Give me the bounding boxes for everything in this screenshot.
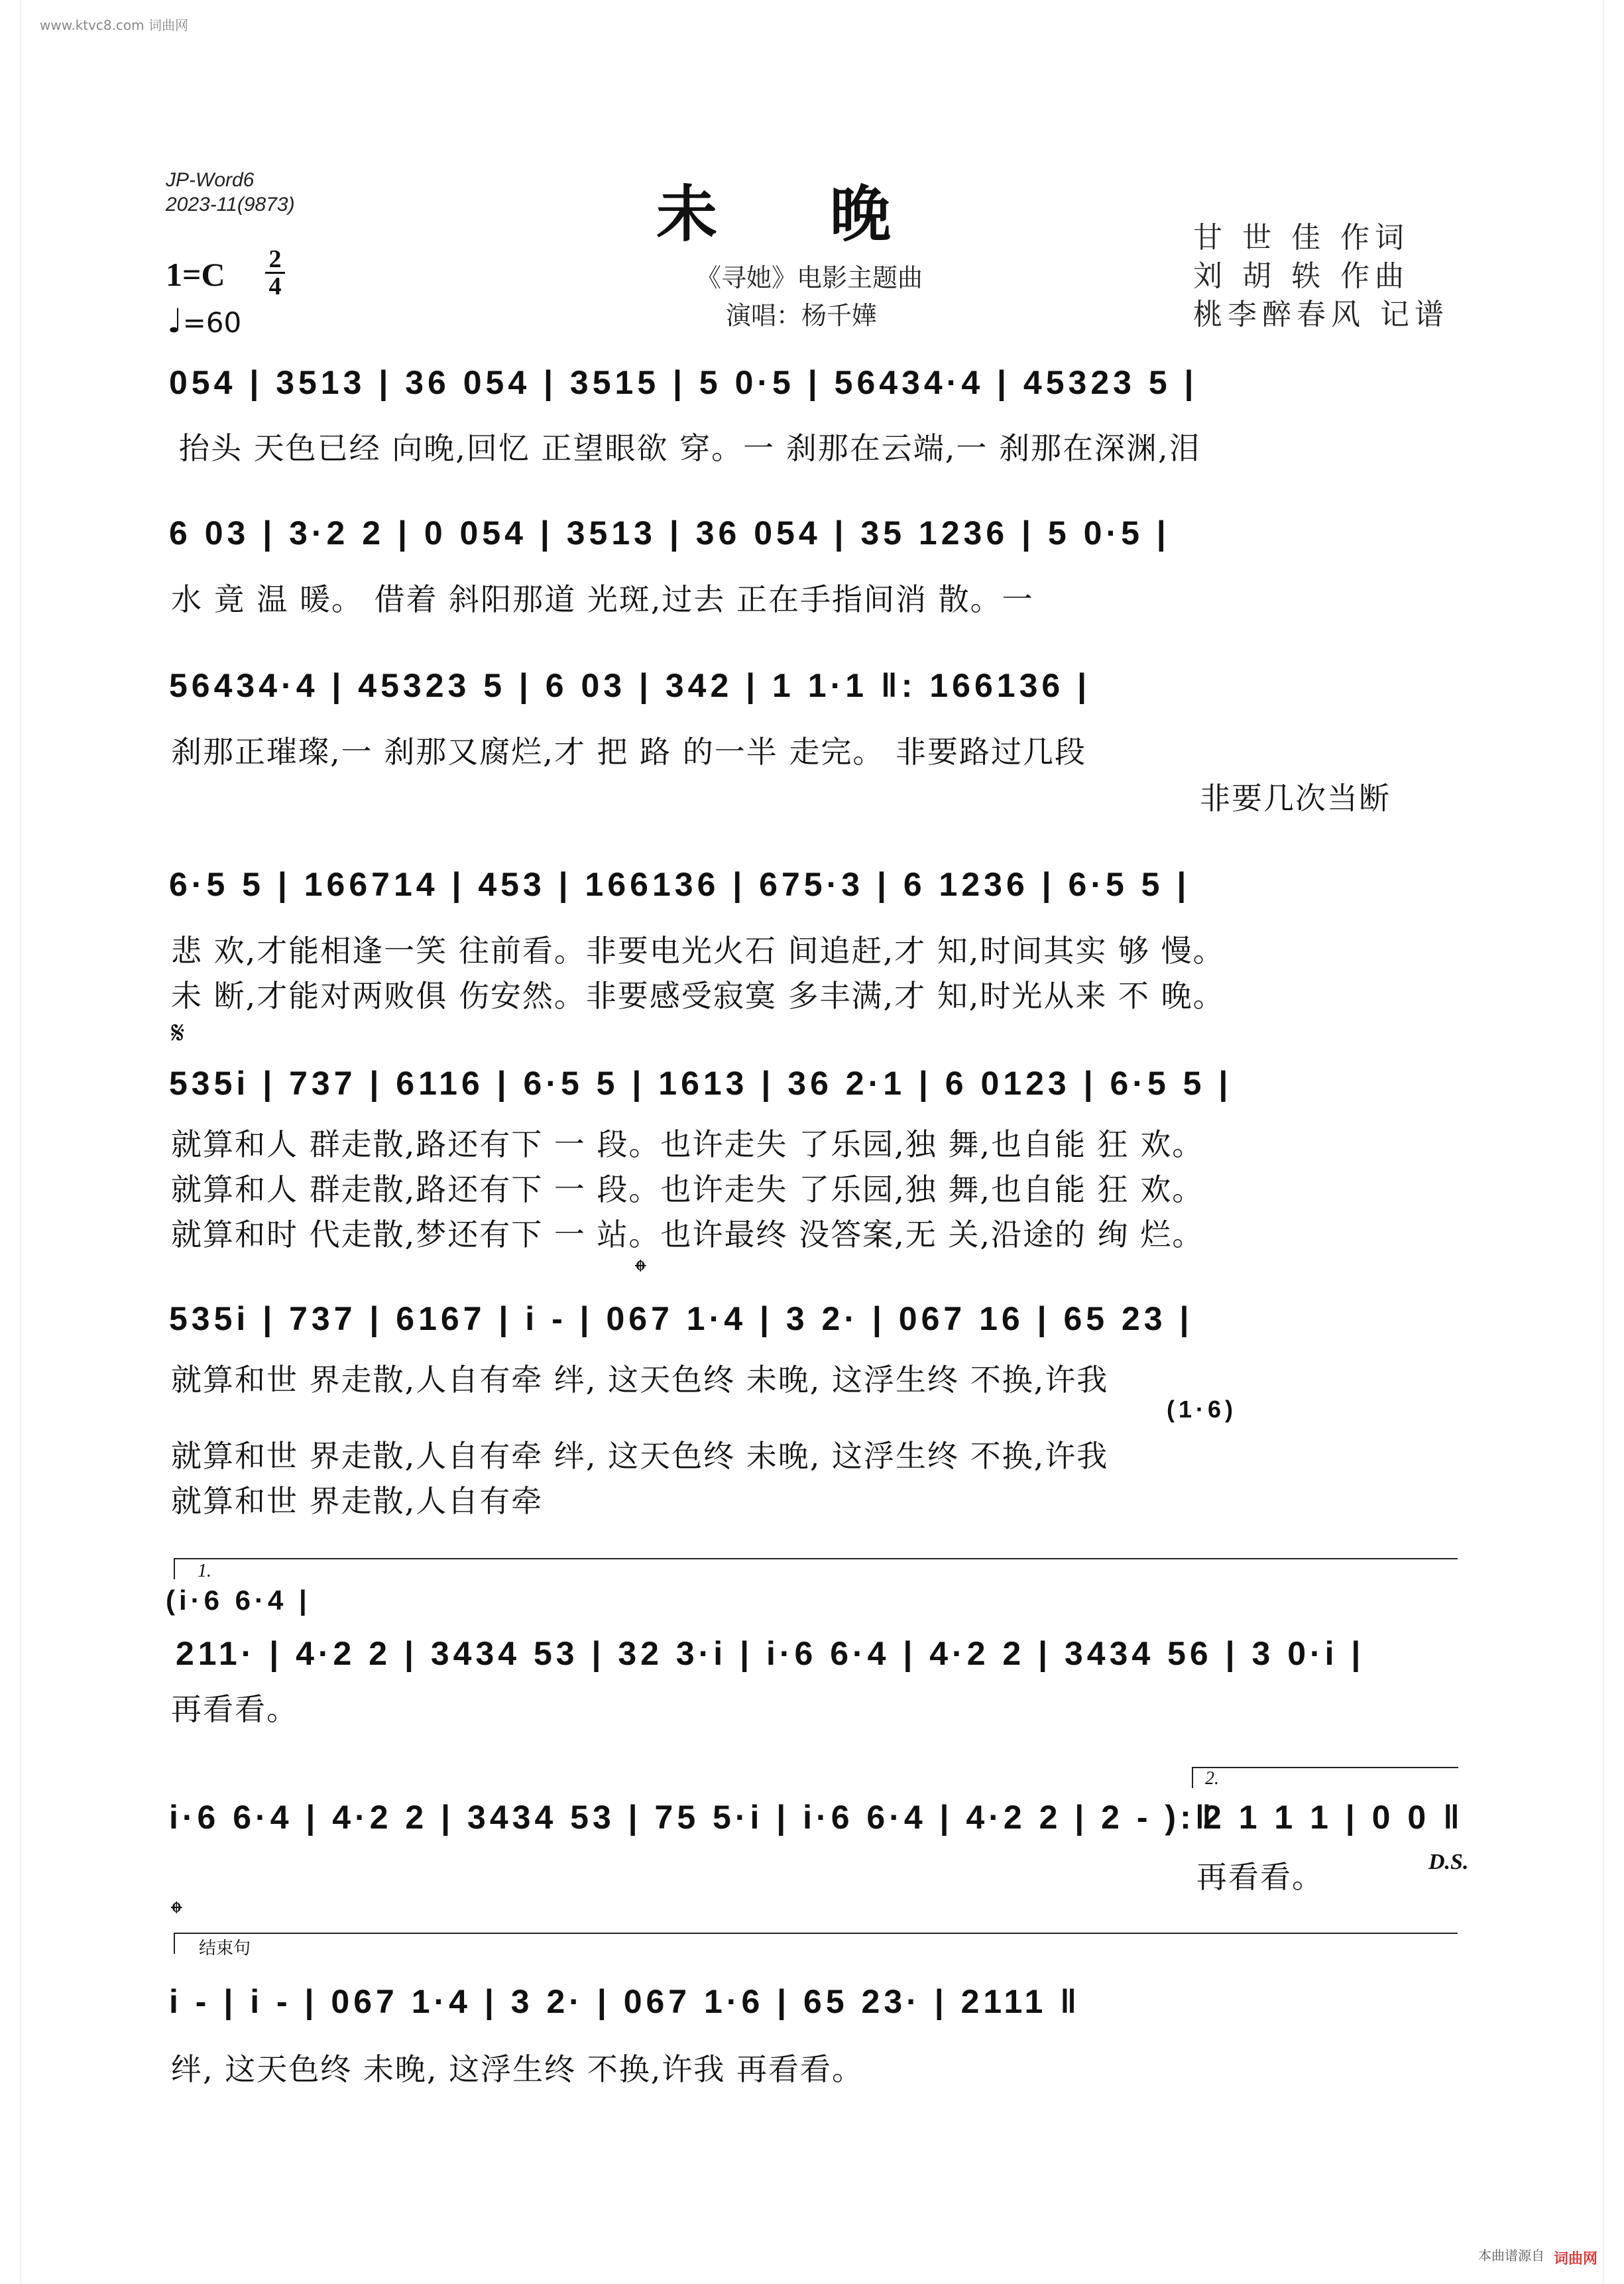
lyric-line-2: 水 竟 温 暖。 借着 斜阳那道 光斑,过去 正在手指间消 散。一 [171, 581, 1034, 617]
lyric-line-1: 抬头 天色已经 向晚,回忆 正望眼欲 穿。一 刹那在云端,一 刹那在深渊,泪 [179, 430, 1201, 466]
key-signature: 1=C [166, 256, 225, 293]
notation-line-6: 535i | 737 | 6167 | i - | 067 1·4 | 3 2· | 067 16 | 65 23 | [169, 1300, 1193, 1337]
notation-line-1: 054 | 3513 | 36 054 | 3515 | 5 0·5 | 56434·4 | 45323 5 | [169, 364, 1198, 401]
version-label: 2023-11(9873) [166, 194, 295, 215]
lyric-line-7: 再看看。 [171, 1691, 298, 1727]
transcriber-credit: 桃李醉春风 记谱 [1193, 298, 1449, 331]
volta-2-bracket [1192, 1767, 1458, 1788]
tempo-value: =60 [182, 306, 242, 339]
footer-source: 本曲谱源自 [1478, 2248, 1544, 2263]
song-title: 未晚 [656, 178, 1004, 250]
notation-line-3: 56434·4 | 45323 5 | 6 03 | 342 | 1 1·1 ‖: 166136 | [169, 667, 1091, 704]
tempo-marking [167, 302, 241, 340]
composer-credit: 刘 胡 轶 作曲 [1193, 259, 1409, 293]
notation-line-2: 6 03 | 3·2 2 | 0 054 | 3513 | 36 054 | 35 1236 | 5 0·5 | [169, 514, 1170, 552]
lyric-line-9: 绊, 这天色终 未晚, 这浮生终 不换,许我 再看看。 [171, 2051, 864, 2087]
coda-section-icon: 𝄌 [171, 1895, 182, 1932]
notation-line-5: 535i | 737 | 6116 | 6·5 5 | 1613 | 36 2·1 | 6 0123 | 6·5 5 | [169, 1065, 1232, 1102]
coda-icon: 𝄌 [635, 1253, 646, 1290]
site-url: www.ktvc8.com 词曲网 [40, 17, 189, 33]
footer-brand: 词曲网 [1553, 2251, 1597, 2267]
alternate-note: (1·6) [1167, 1396, 1238, 1423]
ending-bracket [174, 1933, 1458, 1954]
lyric-line-5b: 就算和人 群走散,路还有下 一 段。也许走失 了乐园,独 舞,也自能 狂 欢。 [171, 1172, 1204, 1207]
notation-line-7: 211· | 4·2 2 | 3434 53 | 32 3·i | i·6 6·4 | 4·2 2 | 3434 56 | 3 0·i | [176, 1635, 1365, 1672]
lyric-line-5a: 就算和人 群走散,路还有下 一 段。也许走失 了乐园,独 舞,也自能 狂 欢。 [171, 1126, 1204, 1162]
lyric-line-5c: 就算和时 代走散,梦还有下 一 站。也许最终 没答案,无 关,沿途的 绚 烂。 [171, 1217, 1204, 1252]
notation-line-9: i - | i - | 067 1·4 | 3 2· | 067 1·6 | 65 23· | 2111 ‖ [169, 1983, 1081, 2020]
notation-line-4: 6·5 5 | 166714 | 453 | 166136 | 675·3 | 6 1236 | 6·5 5 | [169, 866, 1190, 903]
segno-icon: 𝄋 [171, 1014, 185, 1052]
software-label: JP-Word6 [166, 169, 255, 191]
time-top: 2 [268, 245, 282, 273]
time-bottom: 4 [268, 272, 282, 300]
time-signature [265, 247, 285, 299]
lyric-line-6c: 就算和世 界走散,人自有牵 [171, 1483, 544, 1519]
volta-1-number: 1. [198, 1561, 211, 1581]
dal-segno-marking: D.S. [1428, 1850, 1469, 1874]
volta-2-notes: 2 1 1 1 | 0 0 ‖ [1203, 1799, 1464, 1836]
volta-1-bracket [174, 1558, 1458, 1579]
left-watermark-strip [0, 0, 21, 2284]
ending-label: 结束句 [199, 1939, 251, 1958]
lyricist-credit: 甘 世 佳 作词 [1193, 221, 1409, 255]
volta-2-lyrics: 再看看。 [1196, 1859, 1324, 1895]
lyric-line-4b: 未 断,才能对两败俱 伤安然。非要感受寂寞 多丰满,才 知,时光从来 不 晚。 [171, 978, 1225, 1014]
lyric-line-3b: 非要几次当断 [1200, 780, 1391, 816]
volta-2-number: 2. [1205, 1768, 1219, 1789]
lyric-line-4a: 悲 欢,才能相逢一笑 往前看。非要电光火石 间追赶,才 知,时间其实 够 慢。 [171, 933, 1225, 969]
notation-line-8: i·6 6·4 | 4·2 2 | 3434 53 | 75 5·i | i·6 6·4 | 4·2 2 | 2 - ):‖ [169, 1799, 1216, 1836]
volta-1-alt-notes: (i·6 6·4 | [166, 1585, 311, 1616]
quarter-note-icon: ♩ [167, 302, 183, 340]
lyric-line-3a: 刹那正璀璨,一 刹那又腐烂,才 把 路 的一半 走完。 非要路过几段 [171, 734, 1086, 770]
song-subtitle: 《寻她》电影主题曲 [696, 263, 923, 292]
lyric-line-6a: 就算和世 界走散,人自有牵 绊, 这天色终 未晚, 这浮生终 不换,许我 [171, 1362, 1109, 1398]
lyric-line-6b: 就算和世 界走散,人自有牵 绊, 这天色终 未晚, 这浮生终 不换,许我 [171, 1438, 1109, 1474]
right-watermark-strip [1603, 0, 1624, 2284]
singer-credit: 演唱：杨千嬅 [726, 301, 878, 330]
